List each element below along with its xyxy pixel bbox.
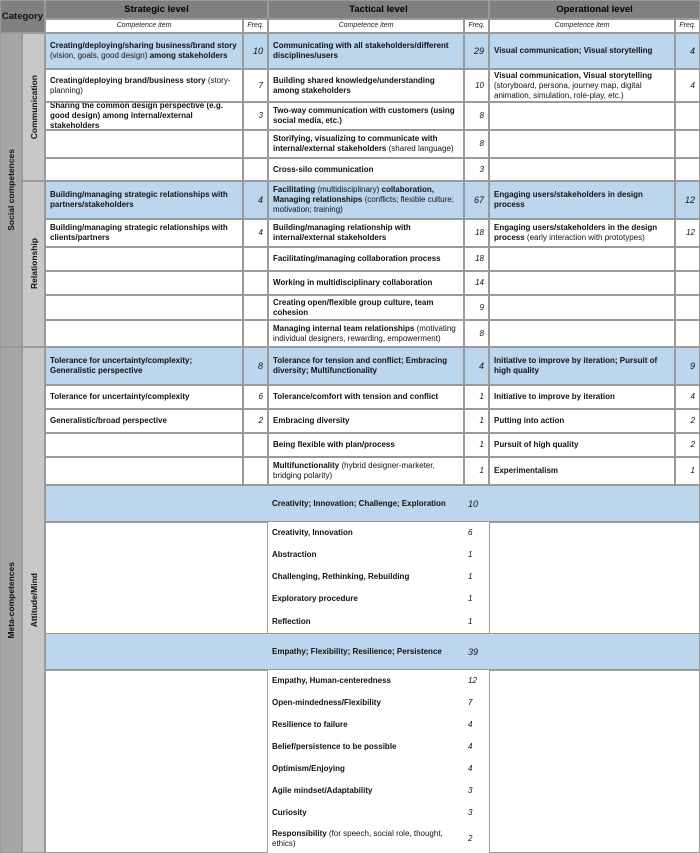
comm-main-tactical-freq (464, 33, 489, 69)
rel-2-tactical (268, 247, 464, 271)
att-3-operational-freq-text: 2 (690, 440, 695, 449)
comm-1-tactical-text: Building shared knowledge/understanding among stakeholders (273, 75, 435, 95)
emp-4-tactical-freq-text: 4 (468, 742, 473, 751)
comm-1-strategic-freq (243, 69, 268, 102)
rel-main-operational-freq-text: 12 (684, 195, 695, 205)
emp-rows-operational (489, 670, 700, 853)
operational-header-text: Operational level (556, 3, 633, 15)
rel-5-tactical-freq-text: 8 (479, 328, 484, 338)
att-1-operational (489, 385, 675, 409)
rel-4-strategic-freq (243, 295, 268, 320)
att-3-tactical (268, 433, 464, 457)
att-2-operational-freq (675, 409, 700, 433)
comm-1-strategic-note: (story-planning) (50, 75, 231, 95)
creat-main-tactical-text: Creativity; Innovation; Challenge; Exploration (272, 498, 446, 508)
rel-main-operational (489, 181, 675, 219)
strategic-freq-header (243, 19, 268, 33)
emp-rows-strategic (45, 670, 268, 853)
creat-3-tactical (268, 566, 464, 588)
att-main-strategic-text: Tolerance for uncertainty/complexity; Generalistic perspective (50, 356, 193, 375)
att-4-strategic (45, 457, 243, 485)
emp-1-tactical-freq (464, 670, 489, 692)
comm-main-strategic-note: (vision, goals, good design) (50, 51, 148, 60)
comm-main-operational-freq-text: 4 (689, 46, 695, 56)
emp-8-tactical-freq-text: 2 (468, 833, 473, 843)
att-main-strategic (45, 347, 243, 385)
rel-main-tactical-freq-text: 67 (473, 195, 484, 205)
emp-main-tactical-freq (464, 633, 489, 670)
rel-1-operational-freq-text: 12 (686, 228, 695, 237)
emp-6-tactical-freq (464, 780, 489, 802)
attitude-mind-text: Attitude/Mind (28, 572, 39, 628)
att-1-strategic-text: Tolerance for uncertainty/complexity (50, 392, 190, 401)
rel-3-strategic (45, 271, 243, 295)
att-main-tactical-freq-text: 4 (478, 361, 484, 371)
tactical-subheader-text: Competence item (338, 22, 394, 29)
emp-2-tactical (268, 692, 464, 714)
emp-6-tactical (268, 780, 464, 802)
att-main-operational-freq (675, 347, 700, 385)
operational-subheader (489, 19, 675, 33)
rel-5-tactical-freq (464, 320, 489, 347)
att-3-operational-freq (675, 433, 700, 457)
comm-1-operational-freq (675, 69, 700, 102)
rel-main-tactical-note2: (conflicts; flexible culture; motivation; training) (273, 195, 454, 214)
creat-2-tactical-text: Abstraction (272, 550, 317, 559)
comm-2-tactical-freq (464, 102, 489, 130)
creat-rows-strategic (45, 522, 268, 633)
emp-4-tactical-text: Belief/persistence to be possible (272, 742, 397, 751)
social-competences-text: Social competences (6, 149, 16, 231)
creat-2-tactical (268, 544, 464, 566)
rel-1-tactical-text: Building/managing relationship with internal/external stakeholders (273, 223, 411, 242)
comm-2-strategic-text: Sharing the common design perspective (e.g. good design) among internal/external stakeholders (50, 102, 223, 130)
emp-7-tactical-freq (464, 802, 489, 824)
att-1-tactical-freq-text: 1 (479, 392, 484, 401)
comm-4-tactical (268, 158, 464, 181)
att-1-operational-freq (675, 385, 700, 409)
comm-1-operational (489, 69, 675, 102)
comm-3-operational-freq (675, 130, 700, 158)
comm-main-operational (489, 33, 675, 69)
comm-1-tactical-freq (464, 69, 489, 102)
creat-main-strategic (45, 485, 268, 522)
comm-2-tactical (268, 102, 464, 130)
rel-1-operational (489, 219, 675, 247)
emp-5-tactical-freq-text: 4 (468, 764, 473, 773)
rel-2-tactical-text: Facilitating/managing collaboration process (273, 254, 441, 263)
emp-1-tactical (268, 670, 464, 692)
rel-1-strategic-text: Building/managing strategic relationships with clients/partners (50, 223, 228, 242)
att-3-tactical-freq (464, 433, 489, 457)
rel-4-strategic (45, 295, 243, 320)
emp-2-tactical-freq-text: 7 (468, 698, 473, 707)
rel-main-tactical (268, 181, 464, 219)
emp-2-tactical-freq (464, 692, 489, 714)
att-2-tactical-freq (464, 409, 489, 433)
emp-4-tactical-freq (464, 736, 489, 758)
creat-main-tactical-freq-text: 10 (468, 498, 479, 509)
tactical-freq-header-text: Freq. (468, 22, 485, 29)
att-1-strategic-freq (243, 385, 268, 409)
rel-5-strategic (45, 320, 243, 347)
att-main-strategic-freq-text: 8 (257, 361, 263, 371)
att-main-tactical (268, 347, 464, 385)
rel-2-operational-freq (675, 247, 700, 271)
strategic-subheader-text: Competence item (116, 22, 172, 29)
comm-main-strategic (45, 33, 243, 69)
creat-5-tactical-freq (464, 610, 489, 633)
comm-3-tactical-note: (shared language) (388, 144, 454, 153)
comm-3-tactical-text: Storifying, visualizing to communicate with internal/external stakeholders (273, 134, 438, 153)
strategic-freq-header-text: Freq. (247, 22, 264, 29)
comm-1-tactical-freq-text: 10 (475, 80, 484, 90)
creat-1-tactical-freq (464, 522, 489, 544)
comm-1-strategic-freq-text: 7 (258, 80, 263, 90)
att-main-operational-text: Initiative to improve by iteration; Pursuit of high quality (494, 356, 658, 375)
emp-main-strategic (45, 633, 268, 670)
emp-main-tactical-text: Empathy; Flexibility; Resilience; Persistence (272, 646, 442, 656)
comm-4-operational (489, 158, 675, 181)
social-competences-label (0, 33, 22, 347)
creat-2-tactical-freq-text: 1 (468, 550, 473, 559)
comm-3-tactical-freq (464, 130, 489, 158)
comm-2-strategic (45, 102, 243, 130)
att-2-operational-text: Putting into action (494, 416, 565, 425)
comm-main-strategic-text: Creating/deploying/sharing business/brand story (50, 41, 237, 50)
comm-main-strategic-freq-text: 10 (252, 46, 263, 56)
att-2-strategic-freq-text: 2 (258, 416, 263, 425)
comm-2-tactical-freq-text: 8 (479, 111, 484, 120)
emp-1-tactical-text: Empathy, Human-centeredness (272, 676, 391, 685)
rel-2-strategic (45, 247, 243, 271)
att-3-operational (489, 433, 675, 457)
att-2-tactical (268, 409, 464, 433)
att-1-strategic-freq-text: 6 (258, 392, 263, 401)
comm-4-tactical-freq-text: 3 (479, 164, 484, 174)
att-main-operational-freq-text: 9 (689, 361, 695, 371)
creat-1-tactical-text: Creativity, Innovation (272, 528, 353, 537)
comm-main-tactical (268, 33, 464, 69)
att-3-strategic-freq (243, 433, 268, 457)
meta-competences-label (0, 347, 22, 853)
rel-1-operational-freq (675, 219, 700, 247)
rel-1-tactical (268, 219, 464, 247)
creat-rows-operational (489, 522, 700, 633)
att-main-operational (489, 347, 675, 385)
comm-3-strategic-freq (243, 130, 268, 158)
emp-6-tactical-text: Agile mindset/Adaptability (272, 786, 373, 795)
rel-main-strategic (45, 181, 243, 219)
comm-1-strategic (45, 69, 243, 102)
comm-main-operational-freq (675, 33, 700, 69)
rel-main-strategic-freq (243, 181, 268, 219)
comm-4-tactical-text: Cross-silo communication (273, 164, 374, 174)
att-1-operational-text: Initiative to improve by iteration (494, 392, 615, 401)
rel-5-tactical (268, 320, 464, 347)
att-2-strategic (45, 409, 243, 433)
comm-3-strategic (45, 130, 243, 158)
rel-1-operational-text: Engaging users/stakeholders in the design process (494, 223, 658, 242)
comm-3-tactical (268, 130, 464, 158)
comm-main-tactical-freq-text: 29 (473, 46, 484, 56)
rel-4-tactical-text: Creating open/flexible group culture, team cohesion (273, 297, 434, 317)
operational-subheader-text: Competence item (554, 22, 610, 29)
comm-main-operational-text: Visual communication; Visual storytelling (494, 46, 653, 55)
comm-main-tactical-text: Communicating with all stakeholders/different disciplines/users (273, 41, 449, 60)
att-1-strategic (45, 385, 243, 409)
emp-main-operational (489, 633, 700, 670)
att-2-strategic-freq (243, 409, 268, 433)
attitude-mind-label (22, 347, 45, 853)
comm-3-operational (489, 130, 675, 158)
rel-1-strategic (45, 219, 243, 247)
att-4-operational-freq-text: 1 (690, 466, 695, 475)
att-4-tactical-text: Multifunctionality (273, 461, 340, 470)
creat-2-tactical-freq (464, 544, 489, 566)
strategic-header-text: Strategic level (124, 3, 189, 15)
category-header (0, 0, 45, 33)
creat-4-tactical-text: Exploratory procedure (272, 594, 358, 603)
communication-text: Communication (28, 74, 39, 140)
rel-2-tactical-freq-text: 18 (475, 254, 484, 263)
creat-4-tactical-freq (464, 588, 489, 610)
creat-4-tactical-freq-text: 1 (468, 594, 473, 603)
rel-5-tactical-text: Managing internal team relationships (273, 323, 415, 333)
creat-3-tactical-freq (464, 566, 489, 588)
meta-competences-text: Meta-competences (6, 561, 16, 639)
emp-8-tactical-freq (464, 824, 489, 853)
creat-1-tactical (268, 522, 464, 544)
rel-3-tactical (268, 271, 464, 295)
att-3-tactical-text: Being flexible with plan/process (273, 440, 395, 449)
creat-5-tactical (268, 610, 464, 633)
att-4-operational (489, 457, 675, 485)
creat-3-tactical-freq-text: 1 (468, 572, 473, 581)
att-3-operational-text: Pursuit of high quality (494, 440, 579, 449)
rel-2-tactical-freq (464, 247, 489, 271)
att-1-operational-freq-text: 4 (690, 392, 695, 401)
comm-1-operational-note: (storyboard, persona, journey map, digital animation, simulation, role-play, etc.) (494, 80, 642, 100)
rel-4-tactical-freq (464, 295, 489, 320)
category-header-text: Category (1, 10, 44, 22)
att-2-operational-freq-text: 2 (690, 416, 695, 425)
rel-main-tactical-note: (multidisciplinary) (317, 185, 380, 194)
strategic-header (45, 0, 268, 19)
comm-4-operational-freq (675, 158, 700, 181)
emp-3-tactical-text: Resilience to failure (272, 720, 348, 729)
rel-1-tactical-freq (464, 219, 489, 247)
comm-2-strategic-freq (243, 102, 268, 130)
comm-1-strategic-text: Creating/deploying brand/business story (50, 75, 206, 85)
rel-2-operational (489, 247, 675, 271)
emp-main-tactical (268, 633, 464, 670)
comm-main-strategic-tail: among stakeholders (149, 51, 228, 60)
att-1-tactical (268, 385, 464, 409)
att-4-tactical-freq-text: 1 (479, 466, 484, 475)
tactical-freq-header (464, 19, 489, 33)
rel-3-strategic-freq (243, 271, 268, 295)
rel-1-operational-note: (early interaction with prototypes) (526, 233, 645, 242)
emp-6-tactical-freq-text: 3 (468, 786, 473, 795)
rel-4-tactical-freq-text: 9 (479, 302, 484, 312)
comm-3-tactical-freq-text: 8 (479, 139, 484, 148)
creat-1-tactical-freq-text: 6 (468, 528, 473, 537)
att-2-tactical-text: Embracing diversity (273, 416, 350, 425)
tactical-subheader (268, 19, 464, 33)
rel-5-operational (489, 320, 675, 347)
creat-main-operational (489, 485, 700, 522)
comm-1-operational-freq-text: 4 (690, 80, 695, 90)
att-4-operational-freq (675, 457, 700, 485)
rel-5-strategic-freq (243, 320, 268, 347)
creat-main-tactical (268, 485, 464, 522)
emp-main-tactical-freq-text: 39 (468, 646, 479, 657)
creat-main-tactical-freq (464, 485, 489, 522)
relationship-label (22, 181, 45, 347)
att-main-tactical-freq (464, 347, 489, 385)
emp-2-tactical-text: Open-mindedness/Flexibility (272, 698, 381, 707)
emp-4-tactical (268, 736, 464, 758)
rel-main-operational-text: Engaging users/stakeholders in design process (494, 190, 643, 209)
creat-3-tactical-text: Challenging, Rethinking, Rebuilding (272, 572, 410, 581)
operational-header (489, 0, 700, 19)
operational-freq-header (675, 19, 700, 33)
tactical-header-text: Tactical level (349, 3, 408, 15)
att-1-tactical-freq (464, 385, 489, 409)
emp-7-tactical-text: Curiosity (272, 808, 307, 817)
relationship-text: Relationship (28, 238, 39, 290)
comm-4-tactical-freq (464, 158, 489, 181)
emp-7-tactical-freq-text: 3 (468, 808, 473, 817)
att-4-operational-text: Experimentalism (494, 466, 559, 475)
emp-5-tactical (268, 758, 464, 780)
rel-3-tactical-freq (464, 271, 489, 295)
emp-7-tactical (268, 802, 464, 824)
att-main-tactical-text: Tolerance for tension and conflict; Embracing diversity; Multifunctionality (273, 356, 448, 375)
emp-5-tactical-text: Optimism/Enjoying (272, 764, 345, 773)
emp-5-tactical-freq (464, 758, 489, 780)
emp-8-tactical-note: (for speech, social role, thought, ethics) (272, 828, 443, 848)
rel-main-strategic-freq-text: 4 (257, 195, 263, 205)
rel-1-strategic-freq-text: 4 (258, 228, 263, 237)
creat-4-tactical (268, 588, 464, 610)
rel-main-tactical-freq (464, 181, 489, 219)
att-2-tactical-freq-text: 1 (479, 416, 484, 425)
comm-4-strategic-freq (243, 158, 268, 181)
emp-3-tactical-freq (464, 714, 489, 736)
comm-main-strategic-freq (243, 33, 268, 69)
att-4-tactical (268, 457, 464, 485)
comm-2-operational (489, 102, 675, 130)
emp-8-tactical-text: Responsibility (272, 828, 327, 838)
creat-5-tactical-freq-text: 1 (468, 616, 473, 626)
att-4-tactical-note: (hybrid designer-marketer, bridging polarity) (273, 461, 435, 480)
rel-4-operational-freq (675, 295, 700, 320)
rel-3-operational-freq (675, 271, 700, 295)
tactical-header (268, 0, 489, 19)
comm-2-operational-freq (675, 102, 700, 130)
creat-5-tactical-text: Reflection (272, 616, 311, 626)
rel-4-tactical (268, 295, 464, 320)
rel-2-strategic-freq (243, 247, 268, 271)
rel-5-operational-freq (675, 320, 700, 347)
rel-4-operational (489, 295, 675, 320)
rel-main-strategic-text: Building/managing strategic relationships with partners/stakeholders (50, 190, 228, 209)
att-4-strategic-freq (243, 457, 268, 485)
rel-1-tactical-freq-text: 18 (475, 228, 484, 237)
rel-1-strategic-freq (243, 219, 268, 247)
rel-3-tactical-text: Working in multidisciplinary collaboration (273, 278, 433, 287)
rel-3-tactical-freq-text: 14 (475, 278, 484, 287)
att-2-operational (489, 409, 675, 433)
rel-main-operational-freq (675, 181, 700, 219)
att-2-strategic-text: Generalistic/broad perspective (50, 416, 167, 425)
rel-main-tactical-text: Facilitating (273, 185, 316, 194)
emp-3-tactical (268, 714, 464, 736)
comm-1-tactical (268, 69, 464, 102)
emp-1-tactical-freq-text: 12 (468, 676, 477, 685)
comm-1-operational-text: Visual communication, Visual storytelling (494, 70, 652, 80)
operational-freq-header-text: Freq. (679, 22, 696, 29)
att-3-tactical-freq-text: 1 (479, 440, 484, 449)
emp-8-tactical (268, 824, 464, 853)
att-3-strategic (45, 433, 243, 457)
communication-label (22, 33, 45, 181)
comm-2-tactical-text: Two-way communication with customers (using social media, etc.) (273, 106, 455, 125)
att-1-tactical-text: Tolerance/comfort with tension and conflict (273, 392, 439, 401)
att-main-strategic-freq (243, 347, 268, 385)
rel-3-operational (489, 271, 675, 295)
comm-2-strategic-freq-text: 3 (258, 111, 263, 120)
comm-4-strategic (45, 158, 243, 181)
emp-3-tactical-freq-text: 4 (468, 720, 473, 729)
strategic-subheader (45, 19, 243, 33)
rel-5-tactical-note: (motivating individual designers, rewarding, empowerment) (273, 323, 456, 343)
rel-main-tactical-mid: collaboration, Managing relationships (273, 185, 434, 204)
att-4-tactical-freq (464, 457, 489, 485)
